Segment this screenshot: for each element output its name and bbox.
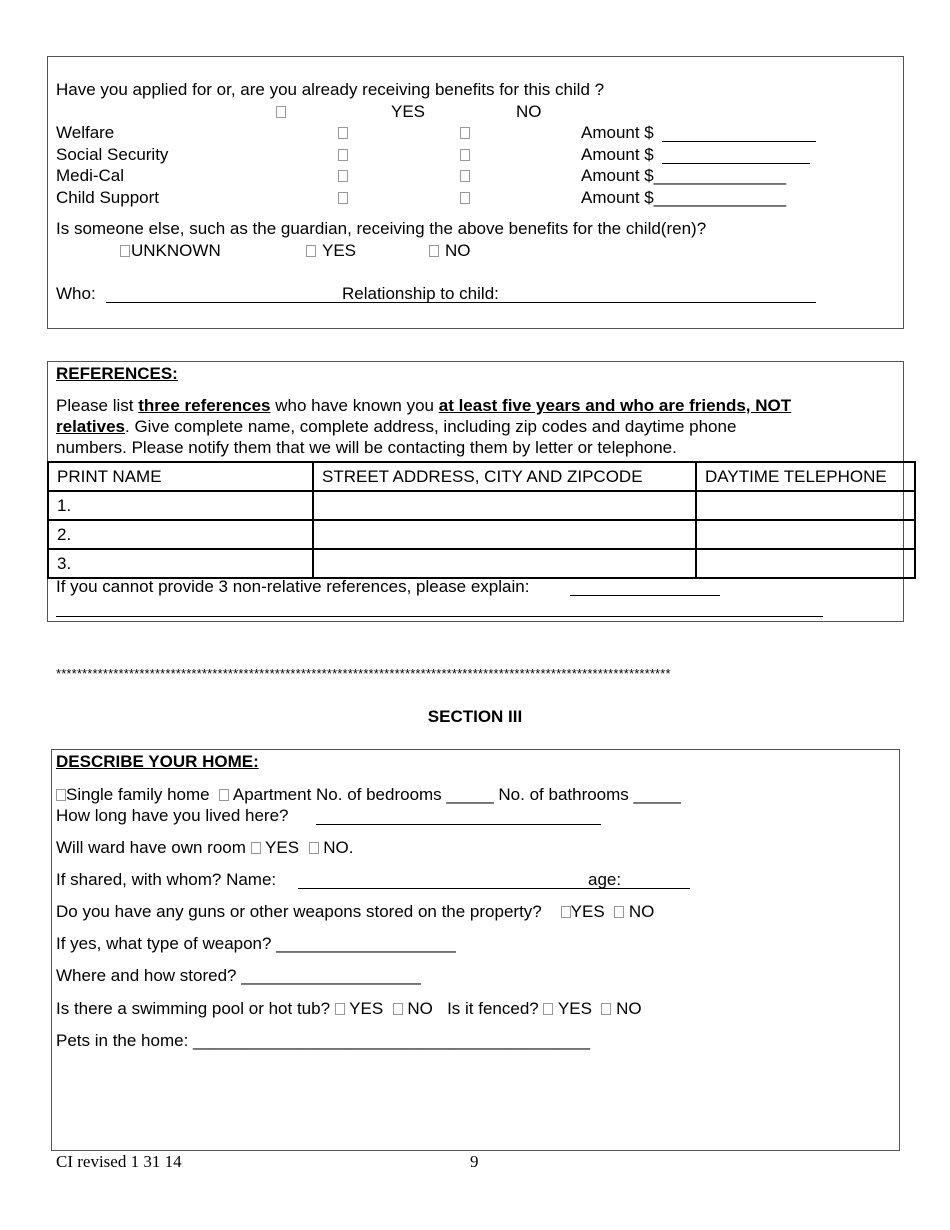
reference-address-cell[interactable] xyxy=(313,549,696,578)
benefit-label-welfare: Welfare xyxy=(56,123,115,142)
asterisk-divider: ********************************************************************************************************************** xyxy=(56,666,671,681)
pool-no-label: NO xyxy=(402,999,433,1018)
no-header: NO xyxy=(516,102,542,121)
age-label: age: xyxy=(588,870,622,889)
col-header-address: STREET ADDRESS, CITY AND ZIPCODE xyxy=(313,462,696,491)
own-room-yes-label: YES xyxy=(260,838,300,857)
pool-no-checkbox[interactable] xyxy=(393,1003,403,1015)
home-type-row xyxy=(56,785,681,805)
guns-yes-label: YES xyxy=(570,902,605,921)
page-number: 9 xyxy=(470,1152,479,1171)
guns-yes-checkbox[interactable] xyxy=(561,906,571,918)
home-heading: DESCRIBE YOUR HOME: xyxy=(56,752,259,771)
intro-bold-2: at least five years and who are friends, NOT xyxy=(438,396,792,415)
table-header-row xyxy=(48,462,915,491)
social-security-no-checkbox[interactable] xyxy=(460,149,470,161)
child-support-no-checkbox[interactable] xyxy=(460,192,470,204)
guns-no-checkbox[interactable] xyxy=(614,906,624,918)
intro-bold-3: relatives xyxy=(56,417,125,436)
medi-cal-yes-checkbox[interactable] xyxy=(338,170,348,182)
table-row xyxy=(48,520,915,549)
medi-cal-no-checkbox[interactable] xyxy=(460,170,470,182)
reference-name-cell[interactable]: 3. xyxy=(48,549,313,578)
revision-text: CI revised 1 31 14 xyxy=(56,1152,182,1171)
shared-name-field[interactable] xyxy=(298,888,690,889)
intro-text-3: . Give complete name, complete address, including zip codes and daytime phone xyxy=(125,417,737,436)
own-room-no-label: NO. xyxy=(318,838,354,857)
pool-yes-label: YES xyxy=(344,999,384,1018)
shared-label: If shared, with whom? Name: xyxy=(56,870,277,889)
how-long-field[interactable] xyxy=(316,824,601,825)
benefit-label-child-support: Child Support xyxy=(56,188,160,207)
explain-field-line2[interactable] xyxy=(56,616,823,617)
fenced-yes-checkbox[interactable] xyxy=(543,1003,553,1015)
pool-label: Is there a swimming pool or hot tub? xyxy=(56,999,331,1018)
reference-phone-cell[interactable] xyxy=(696,491,915,520)
unknown-checkbox[interactable] xyxy=(120,245,130,257)
col-header-phone: DAYTIME TELEPHONE xyxy=(696,462,915,491)
reference-phone-cell[interactable] xyxy=(696,520,915,549)
own-room-label: Will ward have own room xyxy=(56,838,246,857)
unknown-label: UNKNOWN xyxy=(131,241,221,260)
references-intro-line3: numbers. Please notify them that we will be contacting them by letter or telephone. xyxy=(56,438,677,457)
own-room-row xyxy=(56,838,353,858)
welfare-no-checkbox[interactable] xyxy=(460,127,470,139)
intro-bold-1: three references xyxy=(138,396,271,415)
reference-name-cell[interactable]: 1. xyxy=(48,491,313,520)
weapon-type-label[interactable]: If yes, what type of weapon? ___________________ xyxy=(56,934,456,953)
stored-label[interactable]: Where and how stored? ___________________ xyxy=(56,966,421,985)
reference-address-cell[interactable] xyxy=(313,520,696,549)
yes-header: YES xyxy=(391,102,426,121)
checkbox-all[interactable] xyxy=(276,106,286,118)
explain-label: If you cannot provide 3 non-relative references, please explain: xyxy=(56,577,530,596)
section-title: SECTION III xyxy=(427,707,523,726)
fenced-no-label: NO xyxy=(611,999,642,1018)
explain-field-line1[interactable] xyxy=(570,595,720,596)
own-room-yes-checkbox[interactable] xyxy=(251,842,261,854)
guns-row xyxy=(56,902,654,922)
col-header-name: PRINT NAME xyxy=(48,462,313,491)
how-long-label: How long have you lived here? xyxy=(56,806,289,825)
child-support-amount-label[interactable]: Amount $______________ xyxy=(581,188,787,207)
relationship-label: Relationship to child: xyxy=(342,284,499,303)
apartment-checkbox[interactable] xyxy=(219,789,229,801)
references-heading: REFERENCES: xyxy=(56,364,178,383)
guns-no-label: NO xyxy=(624,902,655,921)
pool-row xyxy=(56,999,642,1019)
references-intro-line1 xyxy=(56,396,791,416)
pets-label[interactable]: Pets in the home: __________________________________________ xyxy=(56,1031,591,1050)
own-room-no-checkbox[interactable] xyxy=(309,842,319,854)
apartment-label: Apartment No. of bedrooms _____ No. of bathrooms _____ xyxy=(229,785,681,804)
table-row xyxy=(48,491,915,520)
table-row xyxy=(48,549,915,578)
references-intro-line2 xyxy=(56,417,736,437)
benefit-label-social-security: Social Security xyxy=(56,145,169,164)
guardian-yes-checkbox[interactable] xyxy=(306,245,316,257)
references-table xyxy=(47,461,916,579)
benefit-label-medi-cal: Medi-Cal xyxy=(56,166,125,185)
fenced-label: Is it fenced? xyxy=(447,999,539,1018)
reference-phone-cell[interactable] xyxy=(696,549,915,578)
guardian-yes-label: YES xyxy=(322,241,357,260)
child-support-yes-checkbox[interactable] xyxy=(338,192,348,204)
who-label: Who: xyxy=(56,284,96,303)
social-security-yes-checkbox[interactable] xyxy=(338,149,348,161)
welfare-amount-field[interactable] xyxy=(662,141,816,142)
welfare-yes-checkbox[interactable] xyxy=(338,127,348,139)
medi-cal-amount-label[interactable]: Amount $______________ xyxy=(581,166,787,185)
fenced-no-checkbox[interactable] xyxy=(601,1003,611,1015)
guardian-question: Is someone else, such as the guardian, receiving the above benefits for the child(ren)? xyxy=(56,219,707,238)
social-security-amount-label: Amount $ xyxy=(581,145,654,164)
social-security-amount-field[interactable] xyxy=(662,163,810,164)
single-family-label: Single family home xyxy=(66,785,210,804)
benefits-question: Have you applied for or, are you already receiving benefits for this child ? xyxy=(56,80,605,99)
guardian-no-checkbox[interactable] xyxy=(429,245,439,257)
intro-text-2: who have known you xyxy=(270,396,439,415)
reference-address-cell[interactable] xyxy=(313,491,696,520)
reference-name-cell[interactable]: 2. xyxy=(48,520,313,549)
guardian-no-label: NO xyxy=(445,241,471,260)
guns-label: Do you have any guns or other weapons stored on the property? xyxy=(56,902,542,921)
single-family-checkbox[interactable] xyxy=(56,789,66,801)
fenced-yes-label: YES xyxy=(553,999,592,1018)
intro-text-1: Please list xyxy=(56,396,139,415)
welfare-amount-label: Amount $ xyxy=(581,123,654,142)
pool-yes-checkbox[interactable] xyxy=(335,1003,345,1015)
